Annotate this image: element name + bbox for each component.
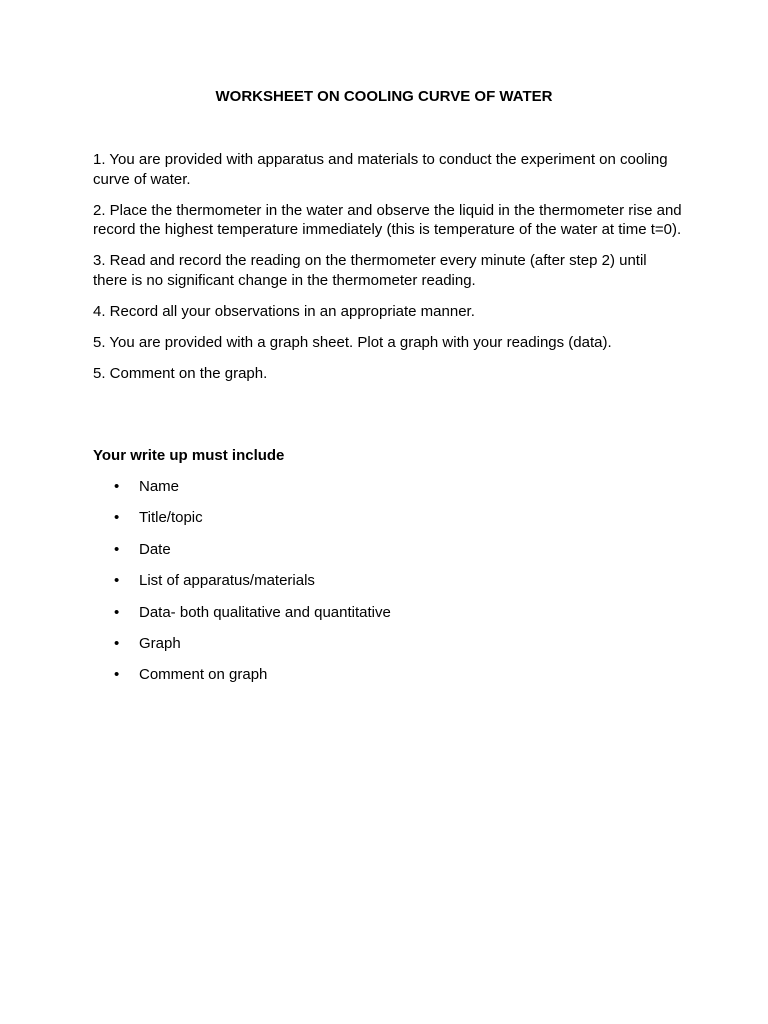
document-title: WORKSHEET ON COOLING CURVE OF WATER: [215, 88, 553, 105]
writeup-item-label: Name: [139, 478, 180, 495]
writeup-list-item: [93, 603, 391, 634]
writeup-list: [93, 477, 391, 697]
bullet-icon: •: [114, 572, 120, 590]
writeup-item-label: Graph: [139, 634, 181, 652]
bullet-icon: •: [114, 603, 120, 621]
bullet-icon: •: [114, 478, 120, 495]
writeup-list-item: [93, 634, 391, 665]
writeup-item-label: Title/topic: [139, 509, 203, 527]
bullet-icon: •: [114, 509, 120, 527]
writeup-list-item: [93, 477, 391, 508]
writeup-list-item: [93, 665, 391, 696]
instruction-item: 5. Comment on the graph.: [93, 364, 268, 382]
instruction-item: 2. Place the thermometer in the water and observe the liquid in the thermometer rise and record the highest temperature immediately (this is temperature of the water at time t=0).: [93, 201, 682, 238]
instruction-item: 3. Read and record the reading on the thermometer every minute (after step 2) until there is no significant change in the thermometer reading.: [93, 252, 647, 289]
bullet-icon: •: [114, 634, 120, 652]
writeup-item-label: Date: [139, 540, 171, 558]
writeup-item-label: Data- both qualitative and quantitative: [139, 603, 391, 621]
instruction-list: [93, 150, 683, 395]
bullet-icon: •: [114, 540, 120, 558]
writeup-item-label: List of apparatus/materials: [139, 572, 315, 590]
writeup-list-item: [93, 508, 391, 539]
bullet-icon: •: [114, 666, 120, 684]
instruction-item: 5. You are provided with a graph sheet. Plot a graph with your readings (data).: [93, 333, 612, 351]
writeup-list-item: [93, 540, 391, 571]
instruction-item: 1. You are provided with apparatus and materials to conduct the experiment on cooling curve of water.: [93, 151, 668, 188]
writeup-heading: Your write up must include: [93, 447, 285, 464]
instruction-item: 4. Record all your observations in an appropriate manner.: [93, 302, 475, 320]
writeup-item-label: Comment on graph: [139, 666, 268, 684]
writeup-list-item: [93, 571, 391, 602]
